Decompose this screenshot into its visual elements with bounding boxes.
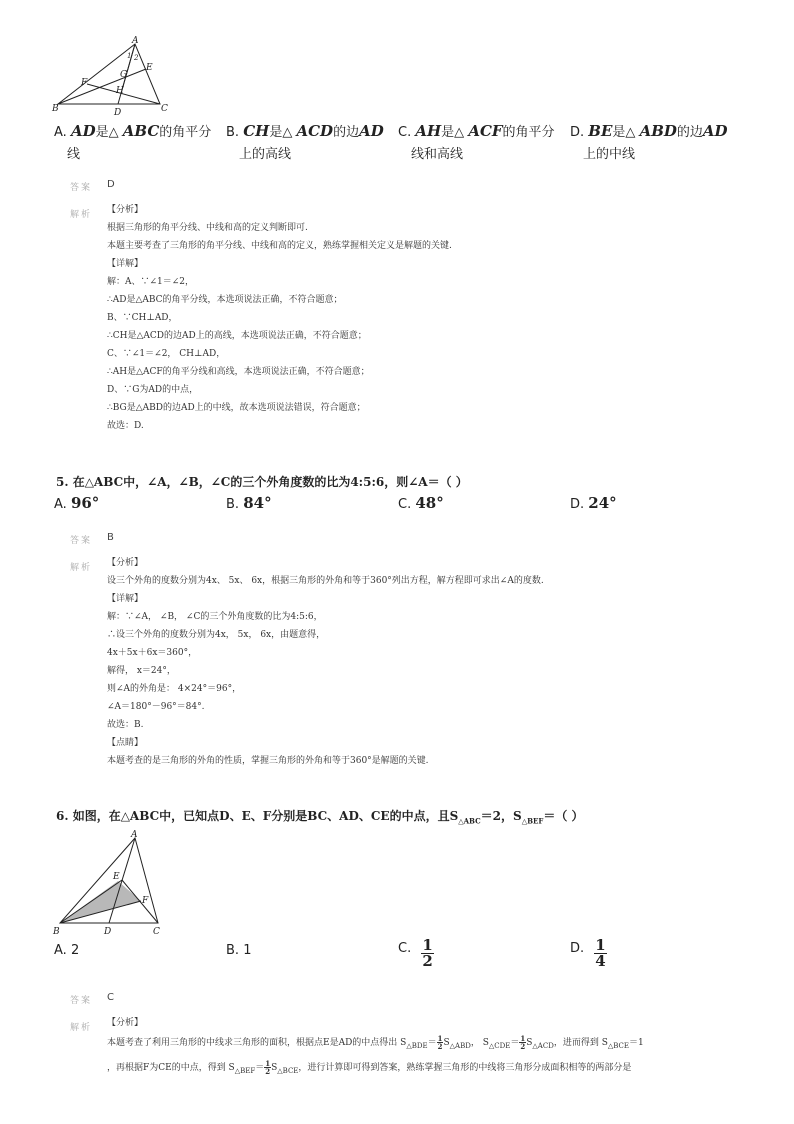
q5-exp-line: ∠A＝180°－96°＝84°.	[107, 702, 205, 712]
q4-triangle-figure	[50, 36, 180, 120]
q4-exp-line: 解：A、∵∠1＝∠2，	[107, 277, 195, 287]
q6-label-d: D	[104, 927, 112, 937]
q6-exp-head: 【分析】	[107, 1018, 144, 1028]
q4-label-1: 1	[127, 52, 132, 60]
q6-option-b[interactable]: B. 1	[226, 943, 252, 958]
q6-option-c-fraction: $\frac{1}{2}$	[422, 936, 433, 970]
q4-answer-value: D	[107, 179, 115, 190]
q4-exp-line: D、∵G为AD的中点，	[107, 385, 199, 395]
q6-exp-line-1: 本题考查了利用三角形的中线求三角形的面积，根据点E是AD的中点得出 $S_{\triangle BDE}=$ $\frac{1}{2}$ $S_{\triangle ABD}$， $S_{\triangle CDE}=$ $\frac{1}{2}$ $S_{\triangle ACD}$，进而得到 $S_{\triangle BCE}=1$	[107, 1034, 644, 1051]
q6-label-b: B	[53, 927, 60, 937]
q4-exp-line: ∴CH是△ACD的边AD上的高线，本选项说法正确，不符合题意；	[107, 331, 367, 341]
q4-answer-tag: 答案	[70, 183, 93, 193]
q4-explain-tag: 解析	[70, 210, 93, 220]
q6-label-f: F	[142, 896, 149, 906]
q4-explanation	[107, 201, 452, 435]
q5-exp-line: ∴设三个外角的度数分别为4x， 5x， 6x，由题意得，	[107, 630, 326, 640]
q4-label-h: H	[116, 86, 124, 96]
q6-label-a: A	[131, 830, 138, 840]
q5-exp-line: 解：∵∠A， ∠B， ∠C的三个外角度数的比为4:5:6，	[107, 612, 323, 622]
q6-explain-tag: 解析	[70, 1023, 93, 1033]
q6-option-c[interactable]: C. $\frac{1}{2}$	[398, 936, 433, 970]
q4-exp-line: 【详解】	[107, 259, 144, 269]
q5-option-c[interactable]: C. 48°	[398, 494, 444, 512]
q4-label-d: D	[114, 108, 122, 118]
q5-exp-line: 故选：B.	[107, 720, 144, 730]
q5-exp-line: 本题考查的是三角形的外角的性质，掌握三角形的外角和等于360°是解题的关键.	[107, 756, 429, 766]
q6-exp-line-2: ，再根据F为CE的中点，得到 $S_{\triangle BEF}=$ $\frac{1}{2}$ $S_{\triangle BCE}$，进行计算即可得到答案，熟练掌握三角形的中线将三角形分成面积相等的两部分是	[107, 1058, 632, 1076]
q5-explanation	[107, 554, 544, 770]
q6-answer-tag: 答案	[70, 996, 93, 1006]
q6-label-e: E	[113, 872, 120, 882]
q6-question-title: 6. 如图，在△ABC中，已知点D、E、F分别是BC、AD、CE的中点，且$S_{\triangle ABC}=2$，$S_{\triangle BEF}=$（ ）	[56, 809, 584, 826]
q4-label-c: C	[161, 104, 168, 114]
q4-label-a: A	[132, 36, 139, 46]
q4-exp-line: 故选：D.	[107, 421, 144, 431]
q5-option-b[interactable]: B. 84°	[226, 494, 272, 512]
q5-exp-line: 4x＋5x＋6x＝360°，	[107, 648, 198, 658]
q4-exp-line: 本题主要考查了三角形的角平分线、中线和高的定义，熟练掌握相关定义是解题的关键.	[107, 241, 452, 251]
q4-exp-line: ∴BG是△ABD的边AD上的中线，故本选项说法错误，符合题意；	[107, 403, 366, 413]
q5-option-d[interactable]: D. 24°	[570, 494, 617, 512]
q4-option-b[interactable]: B. CH是△ ACD的边AD 上的高线	[226, 122, 384, 162]
q4-option-c[interactable]: C. AH是△ ACF的角平分 线和高线	[398, 122, 555, 162]
q4-exp-line: 根据三角形的角平分线、中线和高的定义判断即可.	[107, 223, 308, 233]
q5-exp-line: 解得， x＝24°，	[107, 666, 176, 676]
q5-exp-line: 【分析】	[107, 558, 144, 568]
q4-label-g: G	[120, 70, 128, 80]
q4-option-d[interactable]: D. BE是△ ABD的边AD 上的中线	[570, 122, 728, 162]
q6-option-d-fraction: $\frac{1}{4}$	[595, 936, 606, 970]
q6-answer-value: C	[107, 992, 114, 1003]
q4-label-2: 2	[134, 54, 139, 62]
q5-explain-tag: 解析	[70, 563, 93, 573]
q4-exp-line: ∴AD是△ABC的角平分线，本选项说法正确，不符合题意；	[107, 295, 343, 305]
q5-exp-line: 【详解】	[107, 594, 144, 604]
q4-option-a[interactable]: A. AD是△ ABC的角平分 线	[54, 122, 212, 162]
q6-label-c: C	[153, 927, 160, 937]
q4-exp-line: C、∵∠1＝∠2， CH⊥AD，	[107, 349, 226, 359]
q6-triangle-figure	[52, 828, 170, 940]
q4-exp-line: 【分析】	[107, 205, 144, 215]
q5-answer-value: B	[107, 532, 114, 543]
q6-option-d[interactable]: D. $\frac{1}{4}$	[570, 936, 606, 970]
q4-exp-line: B、∵CH⊥AD，	[107, 313, 178, 323]
q4-exp-line: ∴AH是△ACF的角平分线和高线，本选项说法正确，不符合题意；	[107, 367, 370, 377]
q6-option-a[interactable]: A. 2	[54, 943, 80, 958]
q4-label-b: B	[52, 104, 59, 114]
q5-exp-line: 【点睛】	[107, 738, 144, 748]
q5-exp-line: 设三个外角的度数分别为4x、 5x、 6x，根据三角形的外角和等于360°列出方程，解方程即可求出∠A的度数.	[107, 576, 544, 586]
q4-label-f: F	[81, 78, 88, 88]
q5-exp-line: 则∠A的外角是： 4×24°＝96°，	[107, 684, 242, 694]
q5-answer-tag: 答案	[70, 536, 93, 546]
q5-option-a[interactable]: A. 96°	[54, 494, 100, 512]
q5-question-title: 5. 在△ABC中，∠A，∠B，∠C的三个外角度数的比为4:5:6，则∠A＝（ ）	[56, 475, 468, 489]
q4-label-e: E	[146, 63, 153, 73]
q6-explanation	[107, 1014, 644, 1082]
